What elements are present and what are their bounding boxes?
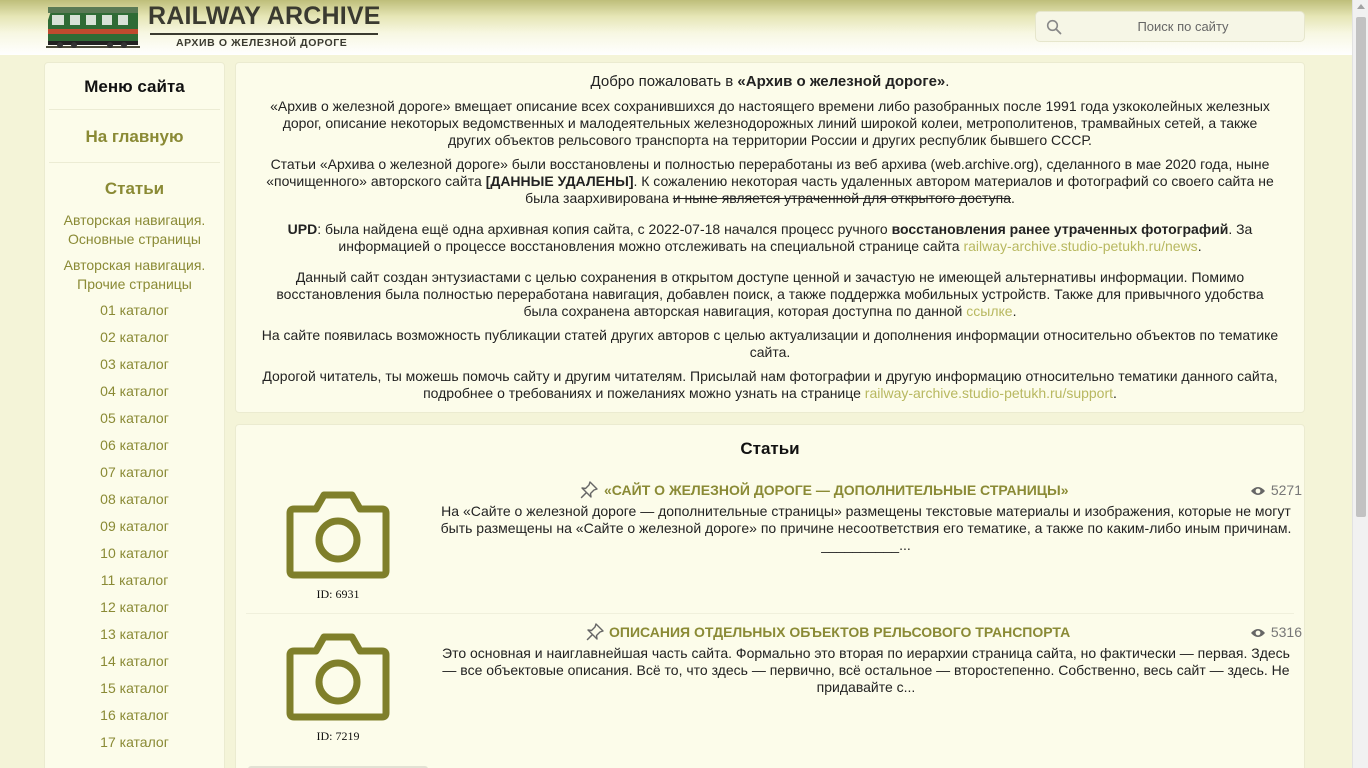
text-run: : была найдена ещё одна архивная копия сайта, с 2022-07-18 начался процесс ручного <box>317 221 892 237</box>
intro-panel <box>235 62 1305 413</box>
text-run: . За информацией о процессе восстановления можно отслеживать на специальной странице сайта <box>338 221 1253 254</box>
article-card <box>236 613 1304 755</box>
eye-icon <box>1250 485 1266 497</box>
nav-line: Авторская навигация. <box>63 257 206 273</box>
sidebar-menu <box>44 62 225 768</box>
camera-icon[interactable] <box>286 631 390 721</box>
welcome-suffix: . <box>945 73 950 90</box>
nav-line: Основные страницы <box>68 231 201 247</box>
sidebar-catalog-14[interactable]: 14 каталог <box>100 653 169 669</box>
text-run: . К сожалению некоторая часть удаленных автором материалов и фотографий со своего сайта не была заархивирована <box>525 173 1274 206</box>
article-view-count <box>1250 624 1302 640</box>
intro-paragraph-authors: На сайте появилась возможность публикации статей других авторов с целью актуализации и дополнения информации относительно объектов по тематике сайта. <box>261 327 1279 360</box>
sidebar-nav-list <box>45 211 224 760</box>
text-run: . <box>1113 385 1117 401</box>
view-count-value: 5271 <box>1270 482 1302 498</box>
search-box[interactable] <box>1035 11 1305 42</box>
strikethrough-text: и ныне является утраченной для открытого доступа <box>672 190 1011 206</box>
article-id: ID: 7219 <box>316 729 360 743</box>
intro-paragraph-update <box>260 221 1280 255</box>
article-excerpt: Это основная и наиглавнейшая часть сайта. Формально это вторая по иерархии страница сайта, но фактически — первая. Здесь — все объектовые описания. Всё то, что здесь — первично, всё остальное — второстепенно. Собственно, весь сайт — здесь. Не придавайте с... <box>442 645 1290 695</box>
nav-line: Авторская навигация. <box>63 212 206 228</box>
upd-highlight: восстановления ранее утраченных фотографий <box>891 221 1229 237</box>
article-title-link[interactable]: ОПИСАНИЯ ОТДЕЛЬНЫХ ОБЪЕКТОВ РЕЛЬСОВОГО ТРАНСПОРТА <box>609 624 1071 640</box>
text-run: . <box>1197 238 1202 254</box>
logo-subtitle: АРХИВ О ЖЕЛЕЗНОЙ ДОРОГЕ <box>176 37 348 49</box>
articles-panel <box>235 424 1305 768</box>
sidebar-catalog-11[interactable]: 11 каталог <box>100 572 169 588</box>
sidebar-author-nav-other[interactable] <box>45 256 224 294</box>
sidebar-title: Меню сайта <box>84 77 185 96</box>
text-run: . <box>1010 190 1015 206</box>
article-card <box>236 471 1304 613</box>
search-input[interactable] <box>1068 12 1298 41</box>
article-title-row <box>436 481 1305 501</box>
sidebar-catalog-15[interactable]: 15 каталог <box>100 680 169 696</box>
article-excerpt: На «Сайте о железной дороге — дополнительные страницы» размещены текстовые материалы и изображения, которые не могут быть размещены на «Сайте о железной дороге» по причине несоответствия его тематике, а также по каким-либо иным причинам. __________... <box>440 503 1292 553</box>
scrollbar-thumb[interactable] <box>1356 17 1366 517</box>
search-icon[interactable] <box>1046 19 1062 35</box>
sidebar-catalog-12[interactable]: 12 каталог <box>100 599 169 615</box>
view-count-value: 5316 <box>1270 624 1302 640</box>
eye-icon <box>1250 627 1266 639</box>
support-link[interactable]: railway-archive.studio-petukh.ru/support <box>864 385 1114 401</box>
intro-paragraph-support <box>260 368 1280 402</box>
sidebar-catalog-01[interactable]: 01 каталог <box>100 302 169 318</box>
deleted-data-label: [ДАННЫЕ УДАЛЕНЫ] <box>485 173 634 189</box>
sidebar-catalog-03[interactable]: 03 каталог <box>100 356 169 372</box>
welcome-prefix: Добро пожаловать в <box>590 73 738 90</box>
logo-title: RAILWAY ARCHIVE <box>148 2 381 30</box>
intro-paragraph-about: «Архив о железной дороге» вмещает описание всех сохранившихся до настоящего времени либо разобранных после 1991 года узкоколейных железных дорог, описание некоторых ведомственных и малодеятельных железнодорожных линий широкой колеи, метрополитенов, трамвайных сетей, а также других объектов рельсового транспорта на территории России и других республик бывшего СССР. <box>270 98 1270 148</box>
sidebar-catalog-09[interactable]: 09 каталог <box>100 518 169 534</box>
sidebar-catalog-10[interactable]: 10 каталог <box>100 545 169 561</box>
articles-heading: Статьи <box>740 439 800 458</box>
sidebar-catalog-08[interactable]: 08 каталог <box>100 491 169 507</box>
welcome-heading <box>260 73 1280 90</box>
sidebar-author-nav-main[interactable] <box>45 211 224 249</box>
nav-line: Прочие страницы <box>77 276 192 292</box>
pin-icon <box>580 481 598 499</box>
news-link[interactable]: railway-archive.studio-petukh.ru/news <box>963 238 1198 254</box>
scroll-up-arrow-icon[interactable] <box>1357 4 1365 9</box>
sidebar-catalog-06[interactable]: 06 каталог <box>100 437 169 453</box>
site-header <box>0 0 1352 55</box>
train-logo-icon <box>44 4 142 52</box>
text-run: . <box>1012 303 1017 319</box>
sidebar-articles-heading[interactable]: Статьи <box>104 179 165 198</box>
camera-icon[interactable] <box>286 489 390 579</box>
author-nav-link[interactable]: ссылке <box>966 303 1013 319</box>
article-view-count <box>1250 482 1302 498</box>
sidebar-home-link[interactable]: На главную <box>85 127 184 146</box>
intro-paragraph-purpose <box>260 269 1280 320</box>
article-id: ID: 6931 <box>316 587 360 601</box>
text-run: Дорогой читатель, ты можешь помочь сайту и другим читателям. Присылай нам фотографии и другую информацию относительно тематики данного сайта, подробнее о требованиях и пожеланиях можно узнать на странице <box>262 368 1278 401</box>
sidebar-catalog-16[interactable]: 16 каталог <box>100 707 169 723</box>
welcome-site-name: «Архив о железной дороге» <box>737 73 946 90</box>
pin-icon <box>586 623 604 641</box>
sidebar-catalog-17[interactable]: 17 каталог <box>100 734 169 750</box>
article-title-link[interactable]: «САЙТ О ЖЕЛЕЗНОЙ ДОРОГЕ — ДОПОЛНИТЕЛЬНЫЕ СТРАНИЦЫ» <box>604 482 1069 498</box>
sidebar-catalog-02[interactable]: 02 каталог <box>100 329 169 345</box>
sidebar-catalog-04[interactable]: 04 каталог <box>100 383 169 399</box>
article-title-row <box>436 623 1305 643</box>
sidebar-catalog-07[interactable]: 07 каталог <box>100 464 169 480</box>
sidebar-catalog-05[interactable]: 05 каталог <box>100 410 169 426</box>
sidebar-catalog-13[interactable]: 13 каталог <box>100 626 169 642</box>
site-logo[interactable] <box>44 4 384 52</box>
text-run: Статьи «Архива о железной дороге» были восстановлены и полностью переработаны из веб архива (web.archive.org), сделанного в мае 2020 года, ныне «почищенного» авторского сайта <box>266 156 1270 189</box>
upd-label: UPD <box>287 221 318 237</box>
logo-divider <box>150 33 378 35</box>
intro-paragraph-restoration <box>260 156 1280 207</box>
text-run: Данный сайт создан энтузиастами с целью сохранения в открытом доступе ценной и зачастую не имеющей альтернативы информации. Помимо восстановления была полностью переработана навигация, добавлен поиск, а также поддержка мобильных устройств. Также для привычного удобства была сохранена авторская навигация, которая доступна по данной <box>276 269 1264 319</box>
page-scrollbar[interactable] <box>1352 0 1368 768</box>
